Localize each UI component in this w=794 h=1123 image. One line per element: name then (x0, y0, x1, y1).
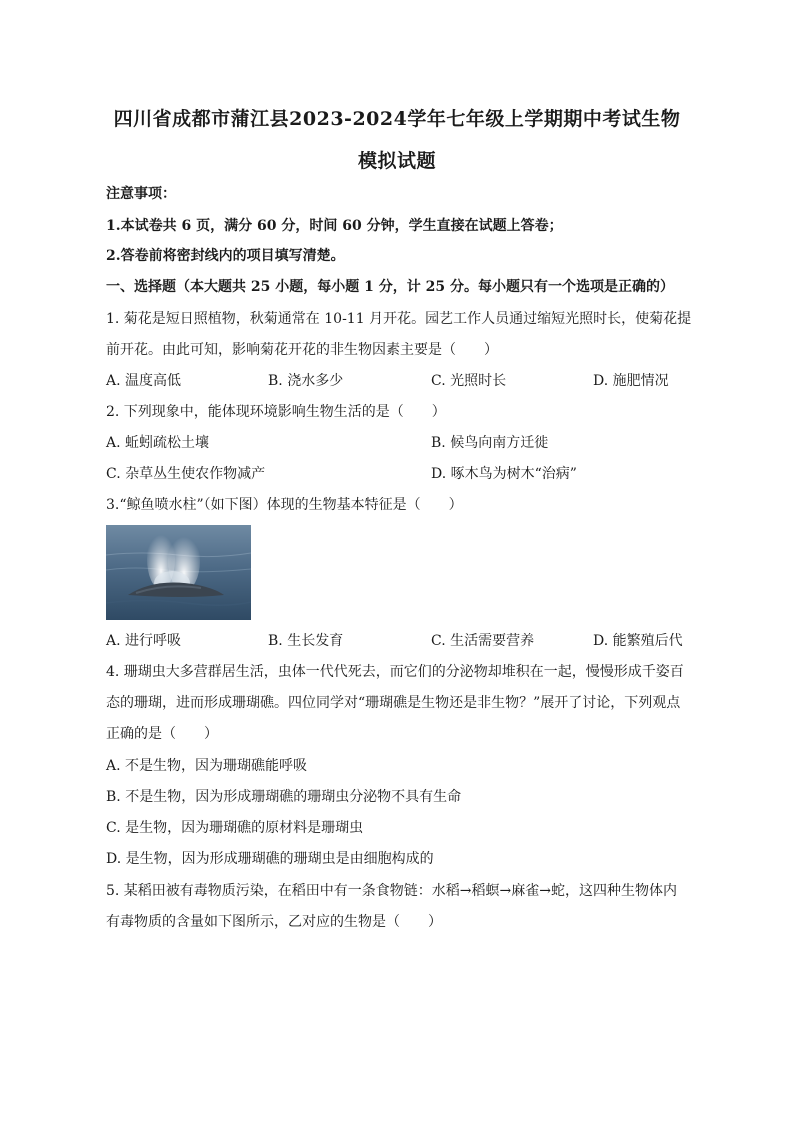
question-2-line-1: 2. 下列现象中，能体现环境影响生物生活的是（ ） (106, 404, 446, 420)
question-2-option-a: A. 蚯蚓疏松土壤 (106, 435, 210, 451)
question-3-option-a: A. 进行呼吸 (106, 633, 182, 649)
question-1-option-d: D. 施肥情况 (593, 373, 669, 389)
question-1-line-1: 1. 菊花是短日照植物，秋菊通常在 10-11 月开花。园艺工作人员通过缩短光照时长，使菊花提 (106, 311, 692, 327)
question-4-option-c: C. 是生物，因为珊瑚礁的原材料是珊瑚虫 (106, 820, 364, 836)
question-2-option-c: C. 杂草丛生使农作物减产 (106, 466, 266, 482)
question-5-line-2: 有毒物质的含量如下图所示，乙对应的生物是（ ） (106, 914, 442, 930)
notice-item-1: 1.本试卷共 6 页，满分 60 分，时间 60 分钟，学生直接在试题上答卷； (106, 218, 563, 234)
question-1-option-a: A. 温度高低 (106, 373, 182, 389)
question-1-option-c: C. 光照时长 (431, 373, 507, 389)
question-2-option-b: B. 候鸟向南方迁徙 (431, 435, 549, 451)
question-2-option-d: D. 啄木鸟为树木“治病” (431, 466, 577, 482)
question-4-line-2: 态的珊瑚，进而形成珊瑚礁。四位同学对“珊瑚礁是生物还是非生物？”展开了讨论，下列观点 (106, 695, 681, 711)
question-4-line-1: 4. 珊瑚虫大多营群居生活，虫体一代代死去，而它们的分泌物却堆积在一起，慢慢形成千姿百 (106, 664, 684, 680)
question-4-option-a: A. 不是生物，因为珊瑚礁能呼吸 (106, 758, 308, 774)
question-3-line-1: 3.“鲸鱼喷水柱”（如下图）体现的生物基本特征是（ ） (106, 497, 463, 513)
question-4-option-d: D. 是生物，因为形成珊瑚礁的珊瑚虫是由细胞构成的 (106, 851, 434, 867)
question-3-option-b: B. 生长发育 (268, 633, 344, 649)
notice-heading: 注意事项： (106, 186, 176, 202)
exam-title-line-2: 模拟试题 (357, 150, 436, 172)
question-3-option-d: D. 能繁殖后代 (593, 633, 683, 649)
question-1-line-2: 前开花。由此可知，影响菊花开花的非生物因素主要是（ ） (106, 342, 498, 358)
question-1-option-b: B. 浇水多少 (268, 373, 344, 389)
question-3-option-c: C. 生活需要营养 (431, 633, 535, 649)
exam-title-line-1: 四川省成都市蒲江县2023-2024学年七年级上学期期中考试生物 (113, 108, 681, 130)
question-4-option-b: B. 不是生物，因为形成珊瑚礁的珊瑚虫分泌物不具有生命 (106, 789, 462, 805)
question-4-line-3: 正确的是（ ） (106, 726, 218, 742)
question-5-line-1: 5. 某稻田被有毒物质污染，在稻田中有一条食物链：水稻→稻螟→麻雀→蛇，这四种生物体内 (106, 883, 677, 899)
whale-spout-image (106, 525, 251, 620)
notice-item-2: 2.答卷前将密封线内的项目填写清楚。 (106, 248, 345, 264)
section-heading: 一、选择题（本大题共 25 小题，每小题 1 分，计 25 分。每小题只有一个选项是正确的） (106, 279, 674, 295)
